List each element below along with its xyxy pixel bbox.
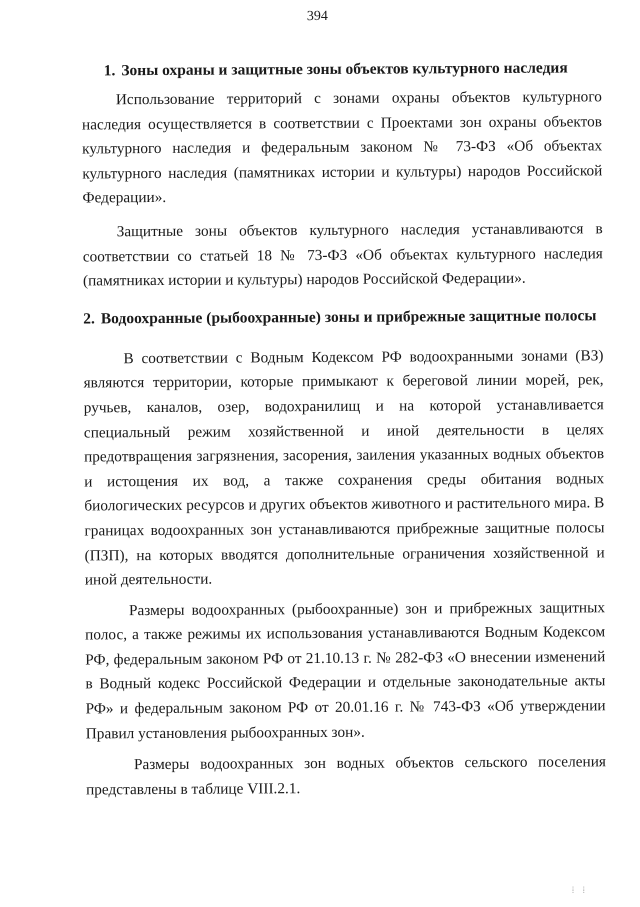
section-2-number: 2. <box>83 310 95 328</box>
page-number: 394 <box>306 8 328 25</box>
section-2-paragraph-2: Размеры водоохранных (рыбоохранные) зон и прибрежных защитных полос, а также режимы их использования устанавливаются Водным Кодексом РФ, федеральным законом РФ от 21.10.13 г. № 282-ФЗ «О внесении изменений в Водный кодекс Российской Федерации и отдельные законодательные акты РФ» и федеральным законом РФ от 20.01.16 г. № 743-ФЗ «Об утверждении Правил установления рыбоохранных зон». <box>85 598 606 743</box>
document-body <box>82 56 607 803</box>
section-1-number: 1. <box>103 62 116 80</box>
section-1-paragraph-2: Защитные зоны объектов культурного наследия устанавливаются в соответствии со статьей 18 № 73-ФЗ «Об объектах культурного наследия (памятниках истории и культуры) народов Российской Федерации». <box>82 220 603 290</box>
section-2-paragraph-1: В соответствии с Водным Кодексом РФ водоохранными зонами (ВЗ) являются территории, которые примыкают к береговой линии морей, рек, ручьев, каналов, озер, водохранилищ и на которой устанавливается специальный режим хозяйственной и иной деятельности в целях предотвращения загрязнения, засорения, заиления указанных водных объектов и истощения их вод, а также сохранения среды обитания водных биологических ресурсов и других объектов животного и растительного мира. В границах водоохранных зон устанавливаются прибрежные защитные полосы (ПЗП), на которых вводятся дополнительные ограничения хозяйственной и иной деятельности. <box>83 347 605 589</box>
scan-mark: ⁞ ⁞ <box>571 885 588 895</box>
section-1-paragraph-1: Использование территорий с зонами охраны объектов культурного наследия осуществляется в соответствии с Проектами зон охраны объектов культурного наследия и федеральным законом № 73-ФЗ «Об объектах культурного наследия (памятниках истории и культуры) народов Российской Федерации». <box>81 88 603 207</box>
section-1-heading <box>104 56 602 83</box>
section-2-title: Водоохранные (рыбоохранные) зоны и прибрежные защитные полосы <box>100 307 597 328</box>
section-1-title: Зоны охраны и защитные зоны объектов культурного наследия <box>121 59 568 80</box>
section-2-heading <box>83 304 603 331</box>
section-2-paragraph-3: Размеры водоохранных зон водных объектов сельского поселения представлены в таблице VIII.2.1. <box>86 753 606 799</box>
